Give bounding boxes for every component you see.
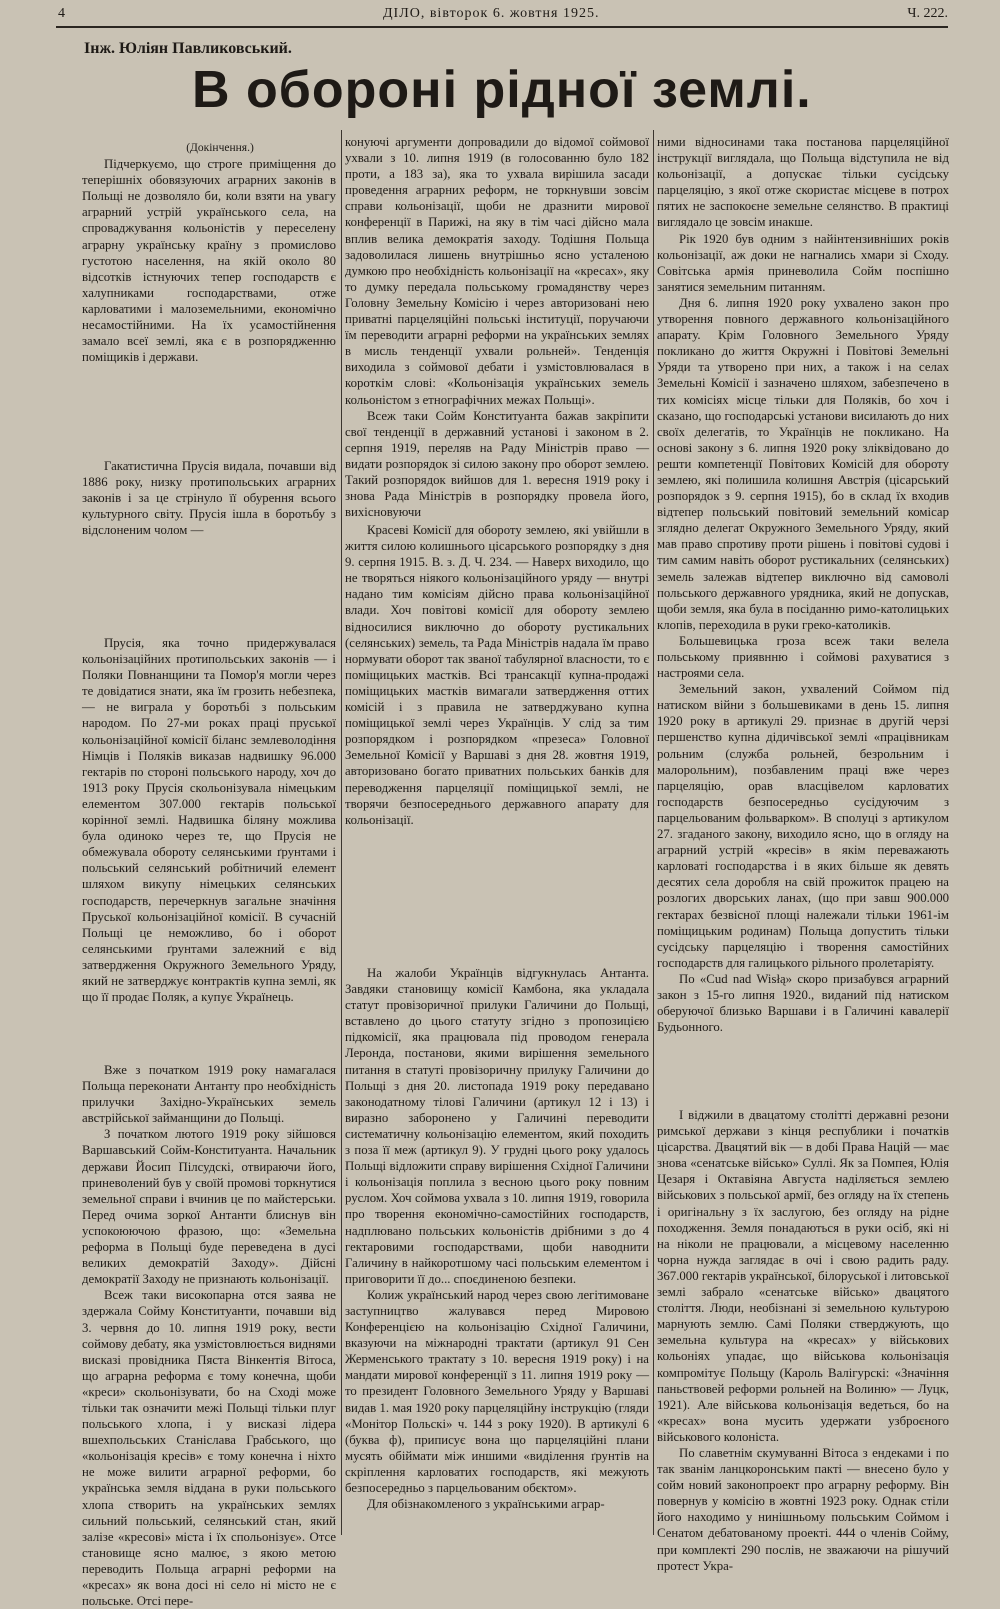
issue-number: Ч. 222. — [907, 6, 948, 21]
paragraph: Колиж український народ через свою легітимоване заступництво жалувався перед Мировою Конференцією на кольонізацію Східної Галичини, вказуючи на міжнародні трактати (артикул 91 Сен Жерменського трактату з 10. вересня 1919 року) і на мандати мирової конференції з 11. липня 1919 року — то президент Головного Земельного Уряду у Варшаві видав 1. мая 1920 року парцеляційну інструкцію (гляди «Монітор Польскі» ч. 144 з року 1920). В артикулі 6 (буква ф), приписує вона що парцеляційні плани мусять обіймати між иншими «виділення ґрунтів на скріплення карловатих господарств, які межують безпосередньо з парцельованим обєктом». — [345, 1287, 649, 1495]
paragraph: На жалоби Українців відгукнулась Антанта. Завдяки становищу комісії Камбона, яка укладала статут провізоричної прилуки Галичини до Польщі, вставлено до цього статуту згідно з пропозицією підкомісії, яка працювала під проводом генерала Леронда, постанови, якими вирішення земельного питання в статуті провізоричну прилуку Галичини до Польщі з дня 20. листопада 1919 року передавано законодатному тілові Галичини (артикул 12 і 13) і виразно заборонено у Галичині переводити систематичну кольонізацію елементом, який походить з поза її меж (артикул 9). У грудні цього року удалось Польщі відложити справу вирішення Східної Галичини і кольонізація поплила з весною цього року повним руслом. Хоч соймова ухвала з 10. липня 1919, говорила про творення економічно-самостійних господарств, надплювано польських кольоністів дрібними з до 4 гектаровими господарствами, щоби наводнити Галичину в найкоротшому часі польським елементом і приговорити її до... споєдиненою безпеки. — [345, 966, 649, 1286]
continued-label: (Докінчення.) — [186, 142, 254, 154]
newspaper-dateline: ДІЛО, вівторок 6. жовтня 1925. — [383, 6, 600, 21]
article-title: В обороні рідної землі. — [192, 61, 812, 119]
paragraph: Всеж таки високопарна отся заява не здержала Сойму Конституанти, почавши від 3. червня до 10. липня 1919 року, вести соймову дебату, яка узмістовлюється виднями висказі провідника Пяста Вінкентія Вітоса, що аграрна реформа є тому конечна, щоби «креси» скольонізувати, бо на Сході може тільки так означити межі Польщі тільки плуг польського хлопа, і у висказі лідера вшехпольських Станіслава Грабського, що «кольонізація кресів» є тому конечна і ніхто не може вилити аграрної реформи, бо українська земля віддана в руки польського хлопа створить на українських землях сильний польський, селянський стан, який залізе «кресові» міста і їх спольонізує». Отсе становище ясно малює, з якою метою переводить Польща аграрні реформи на «кресах» як вона досі ні село ні місто не є польське. Отсі пере- — [82, 1288, 336, 1609]
col3-block-b — [657, 1107, 949, 1573]
paragraph: Гакатистична Прусія видала, почавши від 1886 року, низку протипольських аграрних законів і за це стрінуло її обурення всього культурного світу. Прусія ішла в боротьбу з відслоненим чолом — — [82, 459, 336, 538]
article-author: Інж. Юліян Павликовський. — [84, 40, 292, 57]
paragraph: конуючі аргументи допровадили до відомої соймової ухвали з 10. липня 1919 (в голосованню було 182 проти, а 183 за), яка то ухвала вирішила засади проведення аграрних реформ, не торкнувши зовсім справи кольонізації, щоби не дразнити мирової конференції в Парижі, на яку в тім часі дійсно мала вплив велика демократія заходу. Тодішня Польща задоволилася лишень внутрішньо ясно усталеною думкою про необхідність кольонізації на «кресах», яку то думку передала польському громадянству через Головну Земельну Комісію і через авторизовані нею приватні парцеляційні польські інституції, поручаючи їм переводити аграрні реформи на українських землях в мисль тенденції ухвали рольней». Тенденція виходила з соймової дебати і узмістовлювалася в короткім слові: «Кольонізація українських земель кольоністом з етнографічних межах Польщі». — [345, 135, 649, 407]
paragraph: ними відносинами така постанова парцеляційної інструкції виглядала, що Польща відступила не від кольонізації, а допускає тільки сусідську парцеляцію, з якої отже скористає місцеве в потрох пятих не заспокоєне земельне селянство. В практиці виглядало це зовсім инакше. — [657, 135, 949, 230]
paragraph: Рік 1920 був одним з найінтензивніших років кольонізації, аж доки не нагнались хмари зі Сходу. Совітська армія приневолила Сойм поспішно занятися земельним питанням. — [657, 231, 949, 294]
paragraph: Всеж таки Сойм Конституанта бажав закріпити свої тенденції в державний установі і законом в 2. серпня 1919, переляв на Раду Міністрів право — видати розпорядок зі силою закону про оборот землею. Такий розпорядок вийшов для 1. вересня 1919 року і знова Рада Міністрів в розпорядку провела його, вихісновуючи — [345, 408, 649, 520]
col1-block-d — [82, 1062, 336, 1609]
paragraph: По славетнім скумуванні Вітоса з ендеками і по так званім ланцкоронським пакті — внесено було у сойм новий законопроект про аграрну реформу. Він повернув у комісію в жовтні 1923 року. Однак стіли його находимо у нинішньому польським Соймом і Сенатом дебатованому проекті. 444 о членів Сойму, при комплекті 290 послів, не зважаючи на рішучий протест Укра- — [657, 1445, 949, 1573]
col2-block-b — [345, 522, 649, 827]
paragraph: Дня 6. липня 1920 року ухвалено закон про утворення повного державного кольонізаційного апарату. Крім Головного Земельного Уряду покликано до життя Окружні і Повітові Земельні Уряди та утворено при них, а також і на селах Земельні Комісії і зазначено шляхом, забезпечено в тих комісіях місце тільки для Поляків, бо хоч і сказано, що господарські установи висилають до них своїх делегатів, то Українців не покликано. На основі закону з 6. липня 1920 року зліквідовано до решти компетенції Повітових Комісій для обороту землею, які полишила колишня Австрія (цісарський розпорядок з 9. серпня 1915), бо в склад їх входив відтепер польський повітовий земельний комісар зглядно делегат Окружного Земельного Уряду, який мав право спротиву проти рішень і повітові судові і тим самим навіть оборот рустикальних (селянських) земель залежав відтепер виключно від самоволі польського державного урядника, який не допускав, щоби земля, яка була в посіданню римо-католицьких клопів, переходила в руки греко-католиків. — [657, 295, 949, 632]
paragraph: Земельний закон, ухвалений Соймом під натиском війни з большевиками в день 15. липня 1920 року в артикулі 29. признає в другій черзі першенство купна дідичівської землі «працівникам рольним (служба рольней, безрольним і малорольним), позбавленим праці вже через парцеляцію, орав власцівелом карловатих господарств безпосередньо сусідуючим з парцельованим фольварком». В сполуці з артикулом 27. згаданого закону, виходило ясно, що в огляду на аграрний устрій «кресів» в якім переважають карловаті господарства і в яких більше як девять десятих села доробля на свій прожиток працею на розлогих дворських ланах, (що при завш 900.000 гектарах безвісної площі належали тільки 1961-ім поміщицьким родинам) Польща допустить тільки сусідську парцеляцію і творення самостійних господарств для галицького рільного пролетаріяту. — [657, 682, 949, 970]
col2-block-a — [345, 134, 649, 522]
column-rule-1 — [341, 130, 342, 1535]
paragraph: І віджили в двацатому столітті державні резони римської держави з кінця республики і початків цісарства. Двацятий вік — в добі Права Націй — має знова «сенатське військо» Суллі. Як за Помпея, Юлія Цезаря і Октавіяна Августа наділяється землею військових з польської армії, без огляду на їх степень і оригінальну з їх заслугою, без огляду на рідне походження. Земля понадаються в руки осіб, які ні на ніколи не працювали, а місцевому населенню чорна нужда заглядає в очі і свою радить раду. 367.000 гектарів української, білоруської і литовської землі забрало «сенатське військо» двацятого століття. Люди, необізнані зі земельною культурою марнують землю. Самі Поляки стверджують, що земельна культура на «кресах» у військових кольоніях упадає, що військова кольонізація компромітує Польщу (Кароль Валігурскі: «Значіння паньствовей реформи рольней на Волиню» — Луцк, 1921). Але військова кольонізація ведеться, бо на «кресах» вона мусить удержати узброєного військового колоніста. — [657, 1108, 949, 1444]
page-number: 4 — [58, 6, 65, 21]
paragraph: Для обізнакомленого з українськими аграр- — [367, 1497, 605, 1512]
paragraph: Красеві Комісії для обороту землею, які увійшли в життя силою колишнього цісарського розпорядку з дня 9. серпня 1915. В. з. Д. Ч. 234. — Наверх виходило, що не творяться ніякого кольонізаційного уряду — внутрі надано тим комісіям дійсно права кольонізаційної влади. Хоч повітові комісії для обороту землею відносилися виключно до обороту рустикальних (селянських) земель, та Рада Міністрів надала їм право нормувати оборот так званої табулярної власности, то є поміщицьких мастків. Всі трансакції купна-продажі поміщицьких мастків вимагали затвердження оттих комісій і з правила не затверджувано купна поміщицької землі через Українців. У слід за тим розпорядком і розпорядком «презеса» Головної Земельної Комісії у Варшаві з дня 28. жовтня 1919, авторизовано богато приватних польських банків для переводження парцеляції поміщицької землі, не творячи безпосереднього державного апарату для кольонізації. — [345, 523, 649, 827]
paragraph: По «Cud nad Wisłą» скоро призабувся аграрний закон з 15-го липня 1920., виданий під натиском оберуючої близько Варшави і в Галичині кавалерії Будьонного. — [657, 971, 949, 1035]
col2-block-c — [345, 965, 649, 1545]
paragraph: Большевицька гроза всеж таки велела польському приявнню і соймові рахуватися з настроями села. — [657, 633, 949, 681]
paragraph: Прусія, яка точно придержувалася кольонізаційних протипольських законів — і Поляки Повнанщини та Помор'я могли через те довідатися знати, яка їм грозить небезпека, — не виграла у боротьбі з польським народом. По 27-ми роках праці пруської кольонізаційної комісії біланс землеволодіння Німців і Поляків виказав надвишку 96.000 гектарів по стороні польського народу, хоч до 1913 року Прусія скольонізувала німецьким елементом 307.000 гектарів польської корінної землі. Надвишка біляну можлива була одиноко через те, що Прусія не обмежувала обороту селянськими ґрунтами і польський селянський робітничий елемент шляхом викупу німецьких селянських господарств, перечеркнув загальне значіння Пруської кольонізаційної комісії. В сучасній Польщі це неможливо, бо і оборот селянськими ґрунтами залежний є від затвердження Окружного Земельного Уряду, який не затверджує контрактів купна землі, як що її продає Поляк, а купує Українець. — [82, 636, 336, 1005]
col1-block-b — [82, 458, 336, 538]
paragraph: Підчеркуємо, що строге приміщення до теперішніх обовязуючих аграрних законів в Польщі не дозволяло би, коли взяти на увагу аграрний устрій українського села, на спроваджування кольоністів у переселену аграрну українську країну з промислово густотою населення, на якій около 80 відсотків істнуючих тепер господарств є халупниками господарствами, отже карловатими і малоземельними, економічно несамостійними. На їх усамостійнення замало всеї землі, яка є в розпорядженню поміщиків і держави. — [82, 157, 336, 365]
column-rule-2 — [653, 130, 654, 1535]
col3-block-a — [657, 134, 949, 1035]
paragraph: Вже з початком 1919 року намагалася Польща переконати Антанту про необхідність прилучки Західно-Українських земель австрійської займанщини до Польщі. — [82, 1063, 336, 1126]
paragraph: З початком лютого 1919 року зійшовся Варшавський Сойм-Конституанта. Начальник держави Йосип Пілсудскі, отвираючи його, приневолений був у своїй промові торкнутися земельної справи і вчинив це по майстерськи. Перед очима зоркої Антанти блиснув він успокоюючою фразою, що: «Земельна реформа в Польщі буде переведена в дусі великих демократій Заходу». Дійсні демократії Заходу не признають кольонізації. — [82, 1127, 336, 1287]
running-head — [58, 6, 948, 24]
col1-block-c — [82, 635, 336, 1005]
col1-block-a — [82, 140, 336, 365]
header-rule — [56, 26, 948, 28]
